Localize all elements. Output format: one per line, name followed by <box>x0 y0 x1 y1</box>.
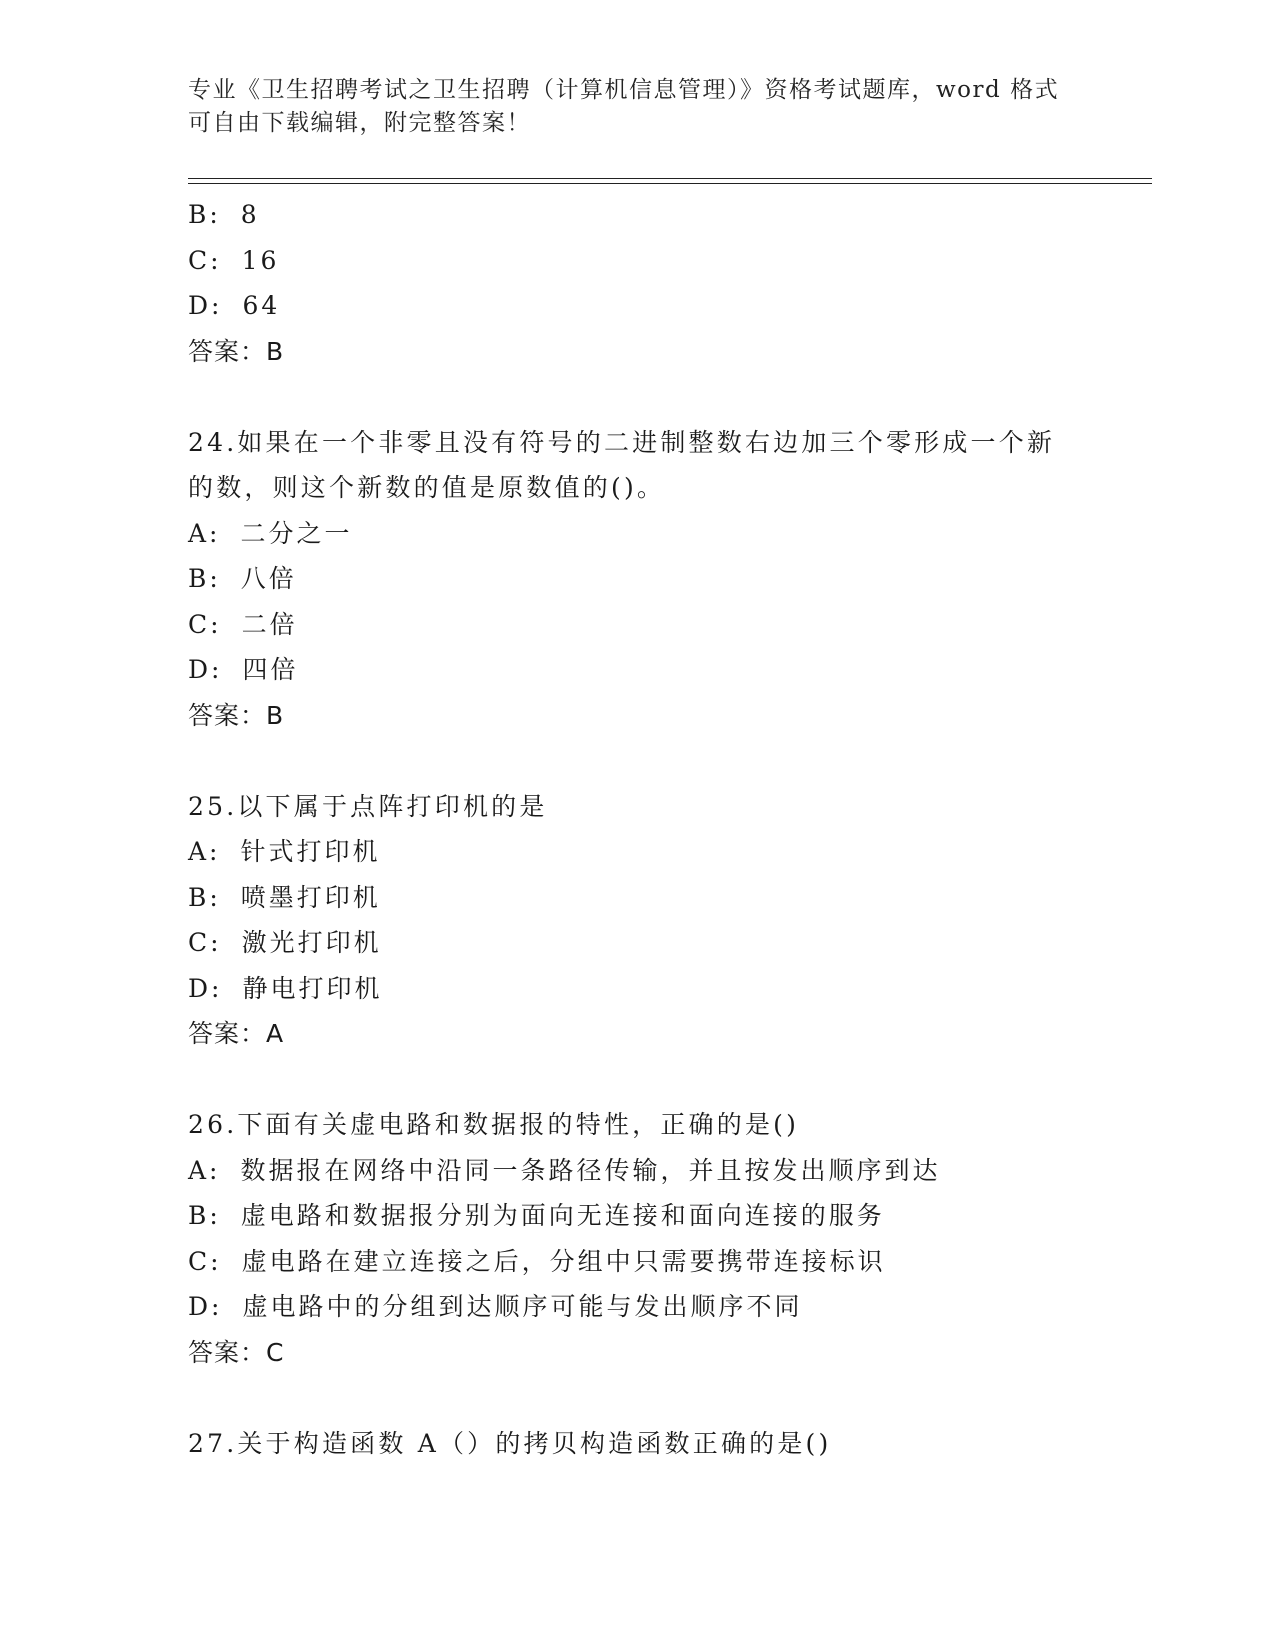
option-key: C: <box>188 928 222 957</box>
option-key: D: <box>188 1292 223 1321</box>
option-text: 虚电路和数据报分别为面向无连接和面向连接的服务 <box>240 1201 885 1230</box>
option-text: 八倍 <box>240 564 297 593</box>
question-block-25 <box>188 784 1128 1057</box>
answer-line: 答案：A <box>188 1019 285 1048</box>
option-row <box>188 1239 1128 1285</box>
option-text: 虚电路中的分组到达顺序可能与发出顺序不同 <box>242 1292 803 1321</box>
header-divider-thin <box>188 183 1152 184</box>
question-stem: 27.关于构造函数 A（）的拷贝构造函数正确的是() <box>188 1428 832 1458</box>
option-text: 16 <box>241 245 280 275</box>
option-row <box>188 647 1128 693</box>
option-row <box>188 238 1128 284</box>
option-row <box>188 1148 1128 1194</box>
option-text: 数据报在网络中沿同一条路径传输，并且按发出顺序到达 <box>240 1155 941 1185</box>
option-key: B: <box>188 1201 221 1230</box>
option-text: 四倍 <box>242 655 299 684</box>
carryover-question-block <box>188 192 1128 374</box>
option-key: B: <box>188 200 221 229</box>
header-divider-thick <box>188 178 1152 179</box>
option-text: 激光打印机 <box>241 928 382 957</box>
page-header <box>188 74 1068 140</box>
question-stem: 24.如果在一个非零且没有符号的二进制整数右边加三个零形成一个新 <box>188 427 1056 457</box>
option-text: 虚电路在建立连接之后，分组中只需要携带连接标识 <box>241 1246 886 1276</box>
option-row <box>188 602 1128 648</box>
answer-line: 答案：B <box>188 336 285 366</box>
option-row <box>188 556 1128 602</box>
question-block-24 <box>188 420 1128 739</box>
question-block-26 <box>188 1102 1128 1375</box>
option-text: 二倍 <box>241 609 298 639</box>
option-key: C: <box>188 1246 222 1276</box>
option-key: B: <box>188 882 221 912</box>
option-text: 64 <box>242 291 281 320</box>
question-stem: 的数，则这个新数的值是原数值的()。 <box>188 473 666 502</box>
option-row <box>188 511 1128 557</box>
question-block-27 <box>188 1421 1128 1467</box>
option-key: D: <box>188 655 223 684</box>
question-stem: 25.以下属于点阵打印机的是 <box>188 791 548 821</box>
header-title-line-1: 专业《卫生招聘考试之卫生招聘（计算机信息管理）》资格考试题库，word 格式 <box>188 77 1060 103</box>
option-row <box>188 875 1128 921</box>
option-row <box>188 1284 1128 1330</box>
option-row <box>188 829 1128 875</box>
option-key: B: <box>188 564 221 593</box>
question-list <box>188 192 1128 1466</box>
option-text: 静电打印机 <box>242 973 383 1003</box>
option-key: A: <box>188 518 221 548</box>
option-text: 喷墨打印机 <box>240 882 381 912</box>
option-row <box>188 920 1128 966</box>
option-text: 针式打印机 <box>240 837 381 866</box>
option-row <box>188 966 1128 1012</box>
option-row <box>188 283 1128 329</box>
answer-line: 答案：C <box>188 1337 285 1367</box>
option-row <box>188 192 1128 238</box>
option-key: C: <box>188 609 222 639</box>
answer-line: 答案：B <box>188 700 285 730</box>
option-text: 8 <box>240 200 260 229</box>
option-key: A: <box>188 1155 221 1185</box>
option-key: D: <box>188 291 223 320</box>
option-key: A: <box>188 837 221 866</box>
header-title-line-2: 可自由下载编辑，附完整答案！ <box>188 110 531 136</box>
option-key: C: <box>188 245 222 275</box>
option-row <box>188 1193 1128 1239</box>
option-text: 二分之一 <box>240 518 353 548</box>
option-key: D: <box>188 973 223 1003</box>
question-stem: 26.下面有关虚电路和数据报的特性，正确的是() <box>188 1110 800 1139</box>
